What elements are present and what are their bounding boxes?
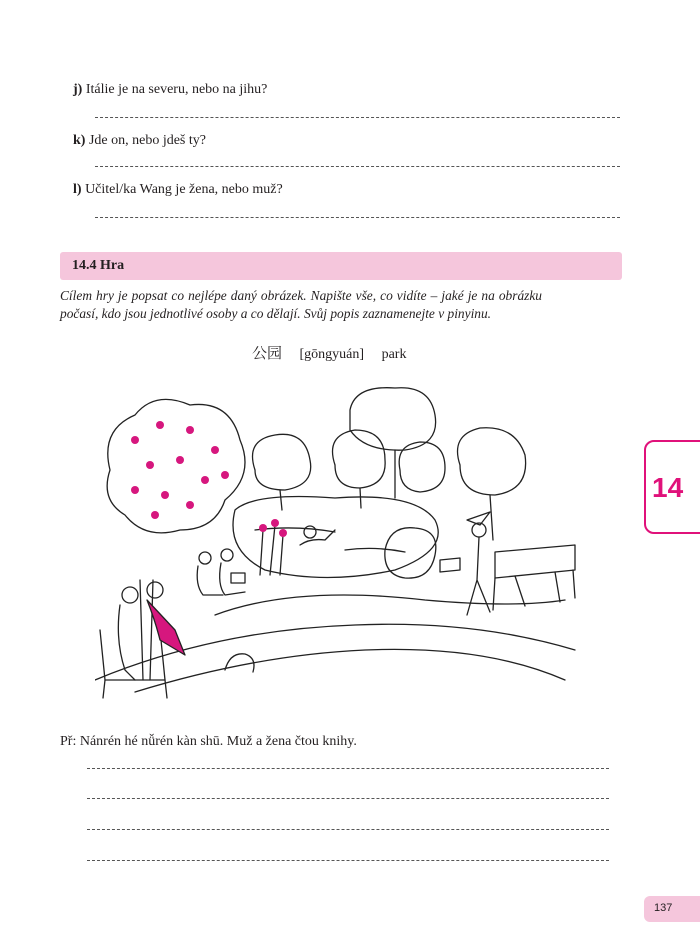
tree-trunk xyxy=(140,580,153,680)
answer-line[interactable] xyxy=(87,829,609,830)
tree-crown xyxy=(253,434,311,490)
swimmer-head xyxy=(304,526,316,538)
tree-trunk xyxy=(490,495,493,540)
chapter-tab xyxy=(644,440,700,534)
vocab-pinyin: [gōngyuán] xyxy=(299,347,365,362)
pond-ripple xyxy=(345,548,405,552)
answer-line[interactable] xyxy=(95,117,620,118)
pond xyxy=(233,497,438,578)
grass-line xyxy=(215,595,565,615)
section-header xyxy=(60,252,622,280)
answer-line[interactable] xyxy=(95,166,620,167)
question-text: Itálie je na severu, nebo na jihu? xyxy=(85,82,268,97)
answer-line[interactable] xyxy=(87,860,609,861)
question-letter: k) xyxy=(73,133,86,148)
page-number-box xyxy=(644,896,700,922)
tree-crown xyxy=(458,428,526,495)
walking-man xyxy=(440,512,490,615)
tree-crown xyxy=(350,388,436,450)
question-text: Učitel/ka Wang je žena, nebo muž? xyxy=(85,182,283,197)
section-title: 14.4 Hra xyxy=(72,258,125,273)
page-number: 137 xyxy=(654,902,673,914)
tree-trunk xyxy=(360,488,361,508)
question-text: Jde on, nebo jdeš ty? xyxy=(88,133,206,148)
question-letter: l) xyxy=(73,182,82,197)
answer-line[interactable] xyxy=(87,798,609,799)
chapter-number: 14 xyxy=(652,472,684,503)
flowering-tree-crown xyxy=(107,399,245,532)
reading-people xyxy=(197,549,245,595)
section-instructions: Cílem hry je popsat co nejlépe daný obrázek. Napište vše, co vidíte – jaké je na obrázku počasí, kdo jsou jednotlivé osoby a co dělají. Svůj popis zaznamenejte v pinyinu. xyxy=(60,288,542,321)
answer-line[interactable] xyxy=(87,768,609,769)
park-illustration xyxy=(95,380,595,700)
answer-line[interactable] xyxy=(95,217,620,218)
question-k xyxy=(73,133,206,149)
tree-blossoms xyxy=(131,421,229,519)
vocab-meaning: park xyxy=(381,347,407,362)
pond-ripple xyxy=(255,528,335,532)
tree-trunk xyxy=(280,490,282,510)
path-edge xyxy=(135,649,565,692)
question-l xyxy=(73,182,283,198)
vocab-hanzi: 公园 xyxy=(252,344,283,362)
swimmer-arm xyxy=(300,530,335,545)
question-letter: j) xyxy=(73,82,83,97)
example-sentence: Př: Nánrén hé nǚrén kàn shū. Muž a žena čtou knihy. xyxy=(60,734,357,749)
question-j xyxy=(73,82,267,98)
vocab-entry xyxy=(252,342,420,363)
